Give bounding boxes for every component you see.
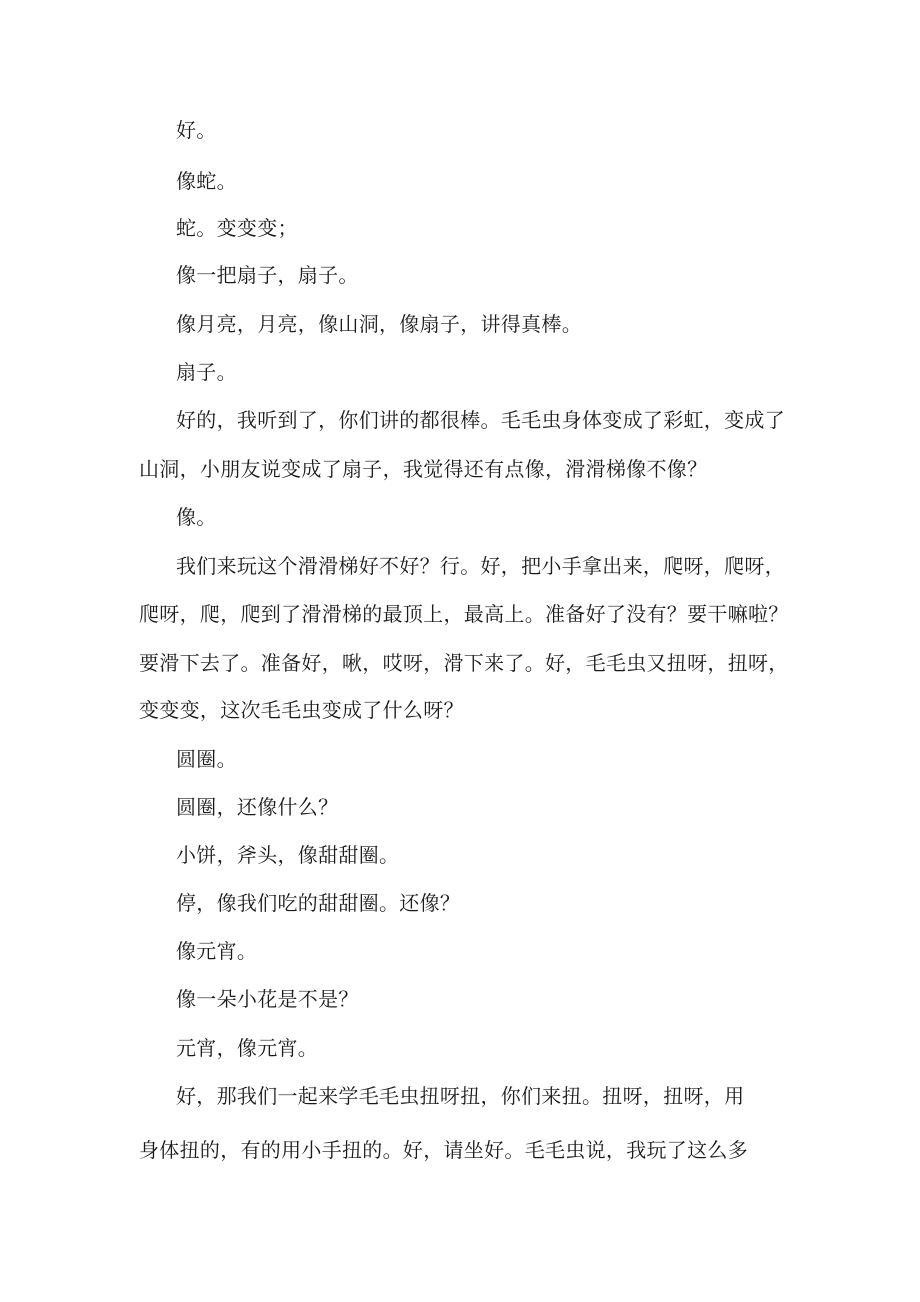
paragraph-line: 小饼，斧头，像甜甜圈。 [176, 843, 400, 867]
paragraph-line: 爬呀，爬，爬到了滑滑梯的最顶上，最高上。准备好了没有？要干嘛啦？ [139, 602, 789, 626]
paragraph-line: 扇子。 [176, 360, 237, 384]
paragraph-line: 变变变，这次毛毛虫变成了什么呀？ [139, 698, 464, 722]
paragraph-line: 像一朵小花是不是？ [176, 987, 359, 1011]
paragraph-line: 我们来玩这个滑滑梯好不好？行。好，把小手拿出来，爬呀，爬呀， [176, 554, 785, 578]
paragraph-line: 要滑下去了。准备好，啾，哎呀，滑下来了。好，毛毛虫又扭呀，扭呀， [139, 651, 789, 675]
paragraph-line: 停，像我们吃的甜甜圈。还像？ [176, 891, 461, 915]
paragraph-line: 像月亮，月亮，像山洞，像扇子，讲得真棒。 [176, 312, 582, 336]
paragraph-line: 好。 [176, 118, 217, 142]
paragraph-line: 好，那我们一起来学毛毛虫扭呀扭，你们来扭。扭呀，扭呀，用 [176, 1084, 745, 1108]
paragraph-line: 圆圈，还像什么？ [176, 795, 339, 819]
paragraph-line: 像。 [176, 505, 217, 529]
paragraph-line: 山洞，小朋友说变成了扇子，我觉得还有点像，滑滑梯像不像？ [139, 457, 708, 481]
paragraph-line: 元宵，像元宵。 [176, 1036, 319, 1060]
paragraph-line: 蛇。变变变； [176, 216, 298, 240]
paragraph-line: 像元宵。 [176, 939, 258, 963]
paragraph-line: 好的，我听到了，你们讲的都很棒。毛毛虫身体变成了彩虹，变成了 [176, 408, 785, 432]
paragraph-line: 身体扭的，有的用小手扭的。好，请坐好。毛毛虫说，我玩了这么多 [139, 1138, 748, 1162]
paragraph-line: 像一把扇子，扇子。 [176, 263, 359, 287]
paragraph-line: 圆圈。 [176, 747, 237, 771]
paragraph-line: 像蛇。 [176, 169, 237, 193]
